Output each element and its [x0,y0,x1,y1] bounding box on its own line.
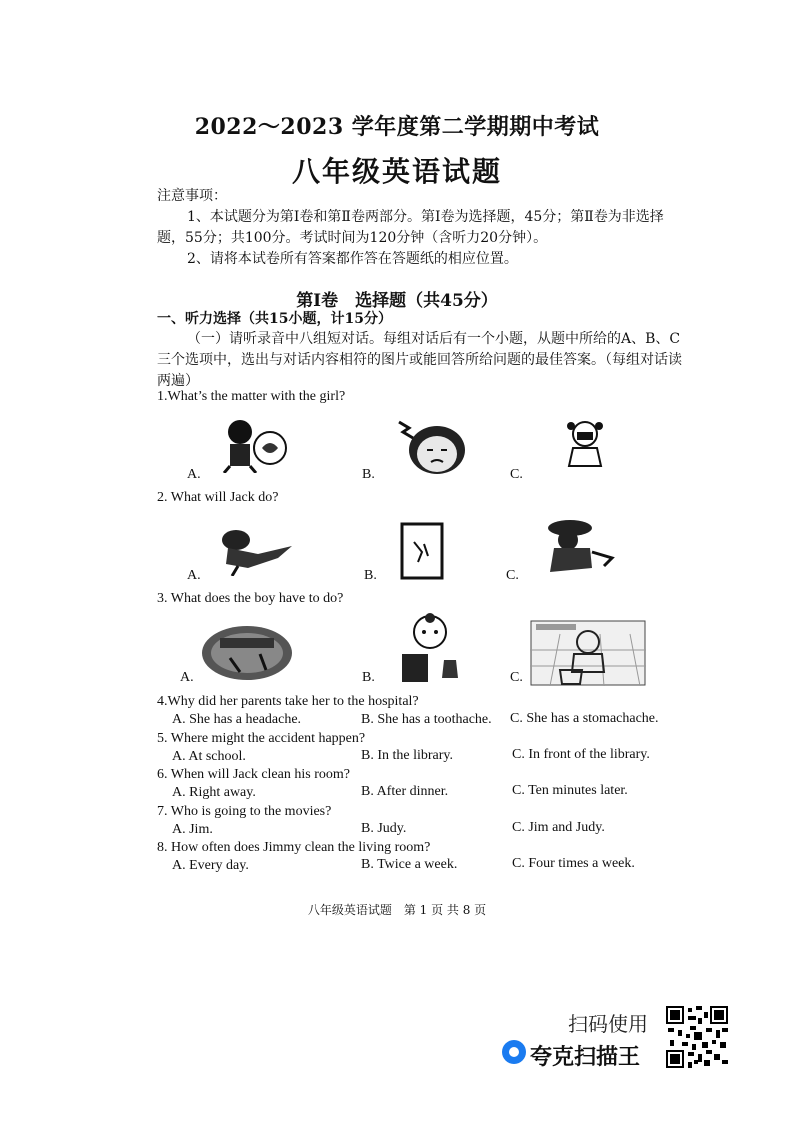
question-4-option-c: C. She has a stomachache. [510,711,659,726]
question-4-option-b: B. She has a toothache. [361,712,492,727]
q3-picture-a [200,624,294,682]
q1-picture-a [210,418,300,473]
question-1-option-a: A. [187,467,201,482]
question-1-option-b: B. [362,467,375,482]
q3-picture-b [398,612,462,684]
part-title: 第Ⅰ卷 选择题（共45分） [296,291,498,311]
page-footer: 八年级英语试题 第 1 页 共 8 页 [307,903,487,917]
question-5-option-c: C. In front of the library. [512,747,650,762]
question-5-option-a: A. At school. [172,749,246,764]
q2-picture-a [208,524,296,576]
question-2-text: 2. What will Jack do? [157,490,279,505]
question-8-text: 8. How often does Jimmy clean the living room? [157,840,431,855]
question-1-option-c: C. [510,467,523,482]
question-8-option-b: B. Twice a week. [361,857,458,872]
question-2-option-c: C. [506,568,519,583]
notes-block [157,186,687,270]
notes-item-1: 1、本试题分为第Ⅰ卷和第Ⅱ卷两部分。第Ⅰ卷为选择题，45分；第Ⅱ卷为非选择题，55分；共100分。考试时间为120分钟（含听力20分钟）。 [157,209,664,246]
question-6-text: 6. When will Jack clean his room? [157,767,350,782]
section-title: 一、听力选择（共15小题，计15分） [157,311,392,327]
question-7-option-a: A. Jim. [172,822,213,837]
qr-code-icon[interactable] [666,1006,728,1068]
question-1-text: 1.What’s the matter with the girl? [157,389,346,404]
scan-prompt-text: 扫码使用 [568,1012,648,1036]
section-instruction: （一）请听录音中八组短对话。每组对话后有一个小题，从题中所给的A、B、C三个选项中，选出与对话内容相符的图片或能回答所给问题的最佳答案。（每组对话读两遍） [157,331,682,389]
question-6-option-c: C. Ten minutes later. [512,783,628,798]
question-6-option-b: B. After dinner. [361,784,449,799]
question-5-option-b: B. In the library. [361,748,454,763]
question-8-option-c: C. Four times a week. [512,856,635,871]
question-7-option-c: C. Jim and Judy. [512,820,605,835]
scanner-app-name: 夸克扫描王 [530,1045,641,1070]
quark-logo-icon [502,1040,526,1064]
exam-title: 2022～2023 学年度第二学期期中考试 [194,114,600,140]
q3-picture-c [530,620,646,686]
question-4-text: 4.Why did her parents take her to the hospital? [157,694,419,709]
question-4-option-a: A. She has a headache. [172,712,302,727]
exam-subtitle: 八年级英语试题 [291,155,502,188]
question-3-option-a: A. [180,670,194,685]
question-3-option-c: C. [510,670,523,685]
q1-picture-c [555,418,615,472]
question-8-option-a: A. Every day. [172,858,249,873]
q2-picture-b [400,522,444,580]
question-5-text: 5. Where might the accident happen? [157,731,366,746]
q1-picture-b [395,416,475,474]
question-7-option-b: B. Judy. [361,821,407,836]
question-2-option-a: A. [187,568,201,583]
question-2-option-b: B. [364,568,377,583]
question-6-option-a: A. Right away. [172,785,256,800]
notes-item-2: 2、请将本试卷所有答案都作答在答题纸的相应位置。 [187,251,518,267]
question-3-text: 3. What does the boy have to do? [157,591,344,606]
question-7-text: 7. Who is going to the movies? [157,804,332,819]
q2-picture-c [530,518,616,576]
question-3-option-b: B. [362,670,375,685]
notes-heading: 注意事项： [157,188,227,204]
